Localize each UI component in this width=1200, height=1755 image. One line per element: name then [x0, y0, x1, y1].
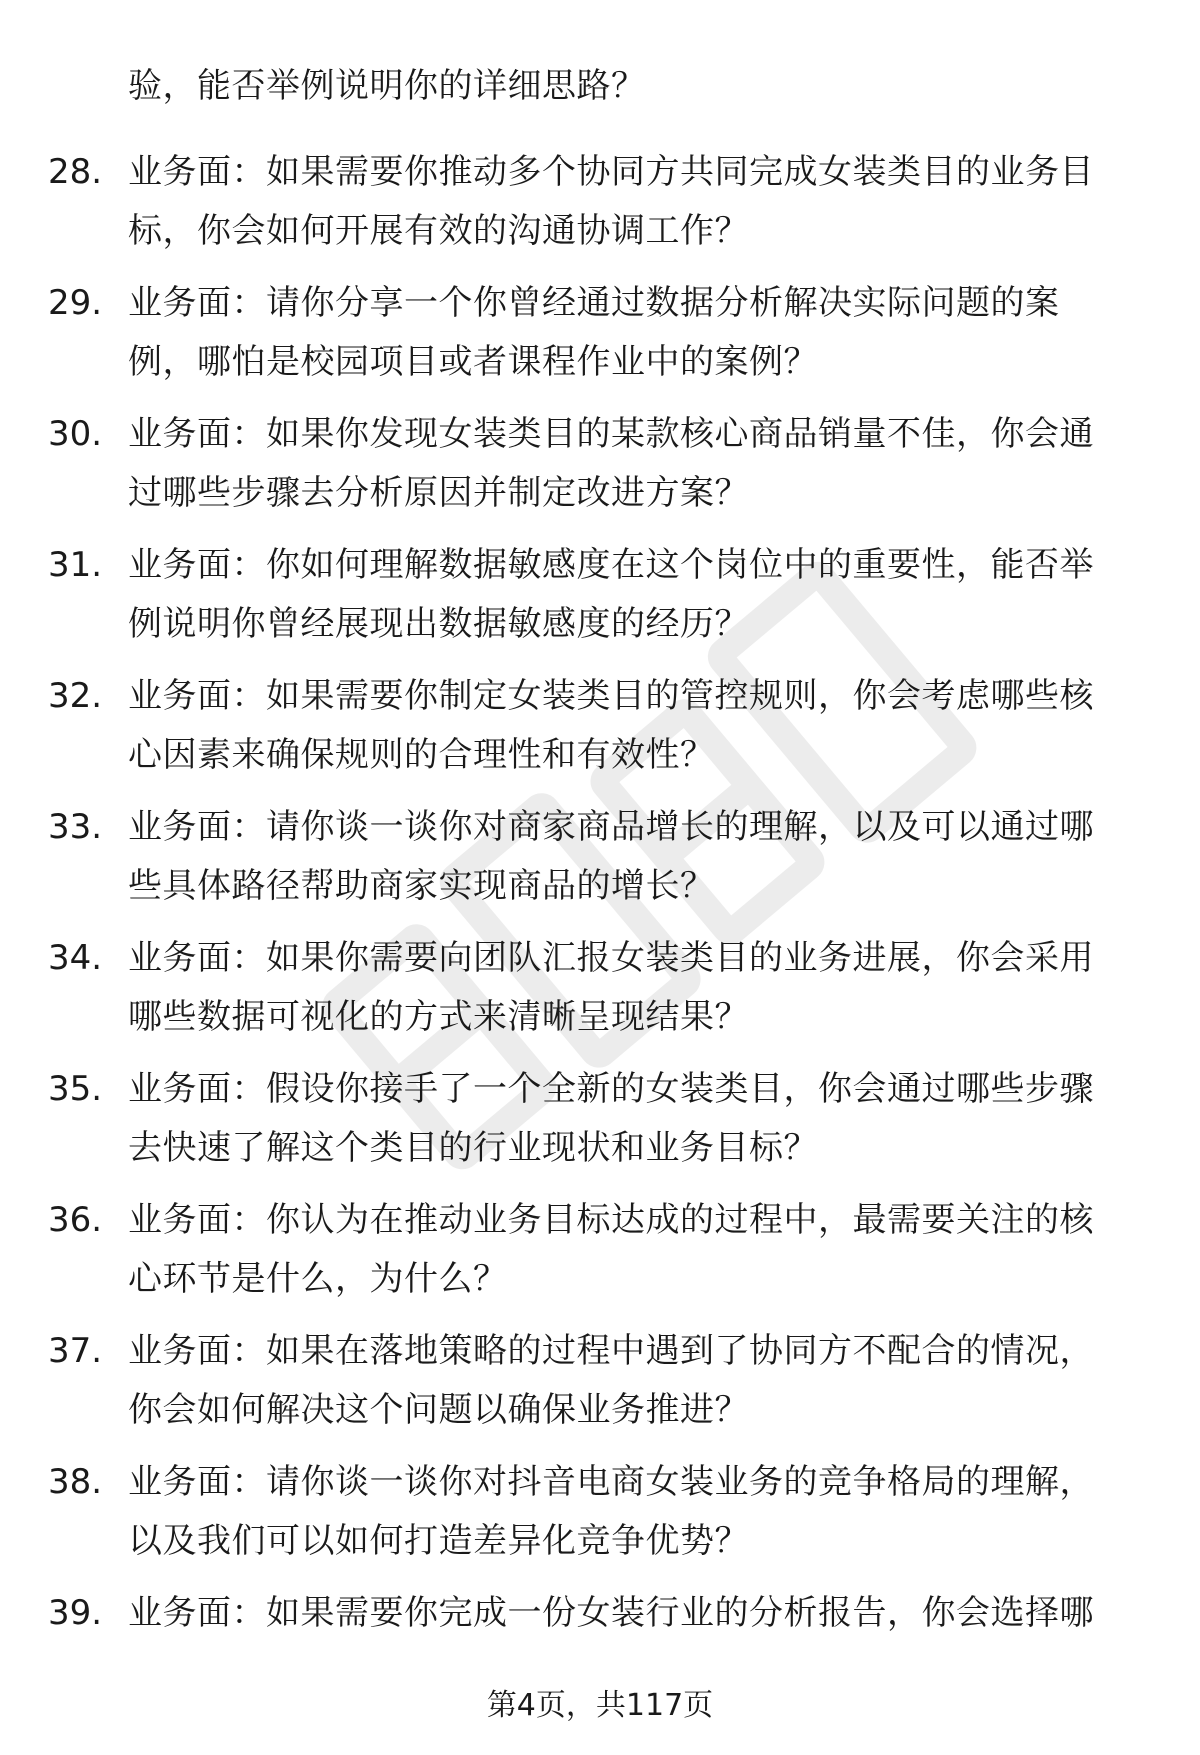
question-item [0, 536, 1200, 662]
question-item [0, 274, 1200, 400]
question-text [128, 1060, 1148, 1178]
question-item [0, 1322, 1200, 1448]
question-number: 32. [48, 676, 103, 716]
question-text-line: 业务面：请你谈一谈你对商家商品增长的理解，以及可以通过哪 [128, 807, 1094, 847]
question-number: 29. [48, 283, 103, 323]
question-text-line: 业务面：你如何理解数据敏感度在这个岗位中的重要性，能否举 [128, 545, 1094, 585]
question-text-line: 业务面：如果你需要向团队汇报女装类目的业务进展，你会采用 [128, 938, 1094, 978]
question-text-line: 业务面：假设你接手了一个全新的女装类目，你会通过哪些步骤 [128, 1069, 1094, 1109]
question-text [128, 1322, 1148, 1440]
question-text-line: 业务面：如果需要你推动多个协同方共同完成女装类目的业务目 [128, 152, 1094, 192]
question-text [128, 1191, 1148, 1309]
question-item [0, 667, 1200, 793]
question-text-line: 业务面：请你分享一个你曾经通过数据分析解决实际问题的案 [128, 283, 1060, 323]
question-text-line: 业务面：如果在落地策略的过程中遇到了协同方不配合的情况， [128, 1331, 1094, 1371]
question-item [0, 798, 1200, 924]
question-text-line: 以及我们可以如何打造差异化竞争优势？ [128, 1521, 749, 1561]
question-text-line: 例，哪怕是校园项目或者课程作业中的案例？ [128, 342, 818, 382]
question-text [128, 405, 1148, 523]
question-text-line: 去快速了解这个类目的行业现状和业务目标？ [128, 1128, 818, 1168]
question-number: 33. [48, 807, 103, 847]
question-number: 30. [48, 414, 103, 454]
question-number: 34. [48, 938, 103, 978]
question-number: 31. [48, 545, 103, 585]
question-text [128, 929, 1148, 1047]
question-text-line: 业务面：如果需要你制定女装类目的管控规则，你会考虑哪些核 [128, 676, 1094, 716]
question-text-line: 些具体路径帮助商家实现商品的增长？ [128, 866, 715, 906]
question-text-line: 业务面：你认为在推动业务目标达成的过程中，最需要关注的核 [128, 1200, 1094, 1240]
question-text-line: 心因素来确保规则的合理性和有效性？ [128, 735, 715, 775]
question-text [128, 143, 1148, 261]
question-text-line: 标，你会如何开展有效的沟通协调工作？ [128, 211, 749, 251]
question-text-line: 哪些数据可视化的方式来清晰呈现结果？ [128, 997, 749, 1037]
question-item [0, 1453, 1200, 1579]
continuation-text: 验，能否举例说明你的详细思路？ [128, 66, 646, 106]
question-number: 35. [48, 1069, 103, 1109]
question-number: 39. [48, 1593, 103, 1633]
question-text [128, 667, 1148, 785]
question-item [0, 405, 1200, 531]
question-text [128, 1584, 1148, 1643]
question-list [0, 143, 1200, 1715]
question-text-line: 心环节是什么，为什么？ [128, 1259, 508, 1299]
question-number: 38. [48, 1462, 103, 1502]
question-text-line: 业务面：如果需要你完成一份女装行业的分析报告，你会选择哪 [128, 1593, 1094, 1633]
question-number: 28. [48, 152, 103, 192]
question-text [128, 798, 1148, 916]
question-number: 37. [48, 1331, 103, 1371]
question-text [128, 274, 1148, 392]
question-item [0, 143, 1200, 269]
question-text [128, 536, 1148, 654]
question-number: 36. [48, 1200, 103, 1240]
question-item [0, 929, 1200, 1055]
question-item [0, 1060, 1200, 1186]
question-text-line: 你会如何解决这个问题以确保业务推进？ [128, 1390, 749, 1430]
question-item [0, 1191, 1200, 1317]
question-text-line: 过哪些步骤去分析原因并制定改进方案？ [128, 473, 749, 513]
page-footer: 第4页，共117页 [486, 1688, 714, 1723]
question-text-line: 例说明你曾经展现出数据敏感度的经历？ [128, 604, 749, 644]
question-text-line: 业务面：如果你发现女装类目的某款核心商品销量不佳，你会通 [128, 414, 1094, 454]
question-text [128, 1453, 1148, 1571]
question-text-line: 业务面：请你谈一谈你对抖音电商女装业务的竞争格局的理解， [128, 1462, 1094, 1502]
